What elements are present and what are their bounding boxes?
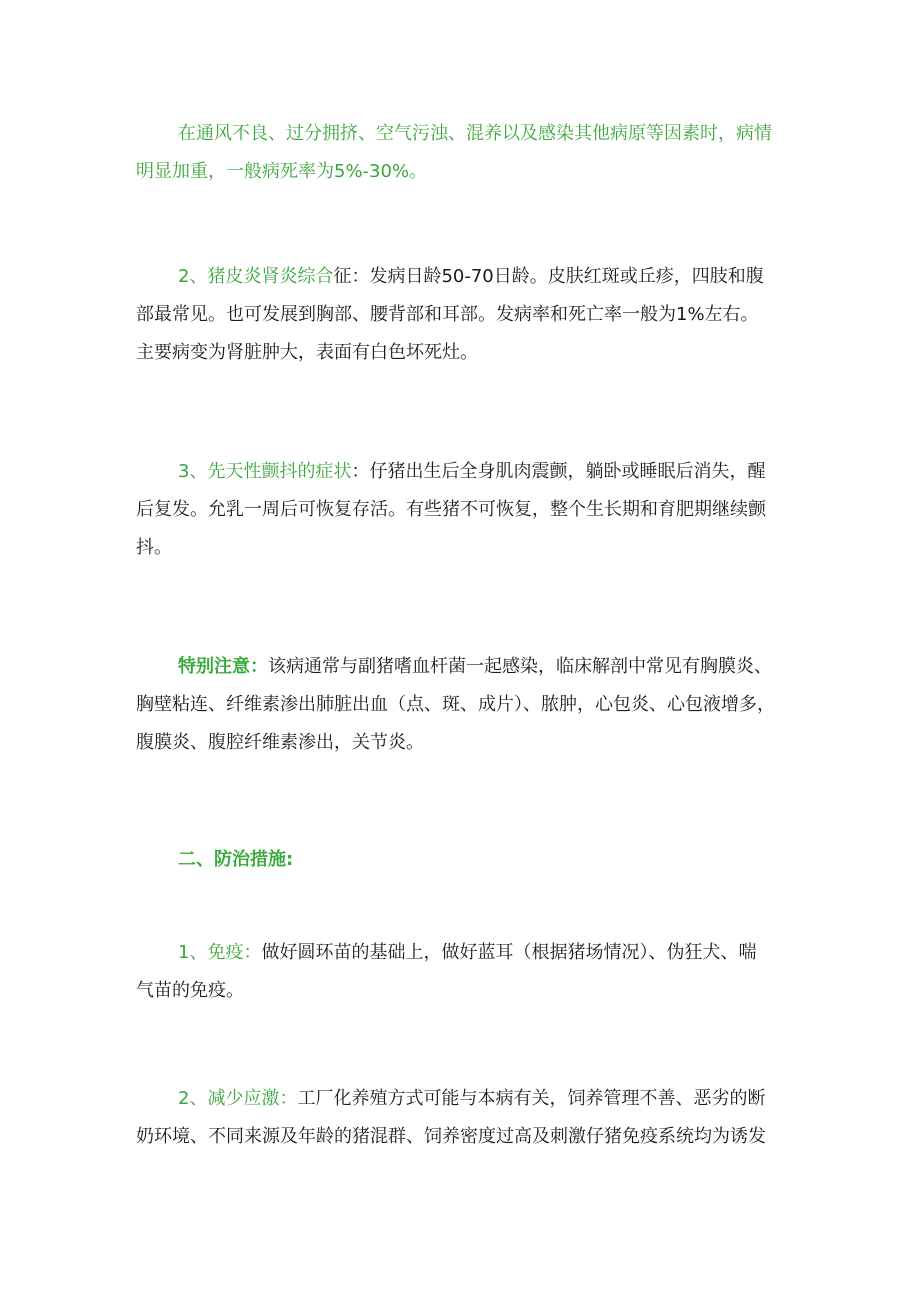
paragraph-line: 抖。 bbox=[136, 537, 172, 558]
paragraph-heading: 3、先天性颤抖的症状 bbox=[178, 461, 352, 482]
paragraph-congenital-tremor bbox=[136, 453, 786, 567]
paragraph-text: 征：发病日龄50-70日龄。皮肤红斑或丘疹，四肢和腹 bbox=[333, 266, 764, 287]
paragraph-pdns bbox=[136, 258, 786, 372]
paragraph-heading: 1、免疫： bbox=[178, 942, 262, 963]
paragraph-line: 气苗的免疫。 bbox=[136, 980, 244, 1001]
paragraph-text: ：仔猪出生后全身肌肉震颤，躺卧或睡眠后消失，醒 bbox=[351, 461, 766, 482]
section-heading-prevention bbox=[136, 841, 786, 879]
paragraph-mortality bbox=[136, 115, 786, 191]
paragraph-line: 在通风不良、过分拥挤、空气污浊、混养以及感染其他病原等因素时，病情 bbox=[178, 123, 772, 144]
section-title: 二、防治措施: bbox=[178, 849, 294, 870]
paragraph-text: 工厂化养殖方式可能与本病有关，饲养管理不善、恶劣的断 bbox=[297, 1088, 766, 1109]
paragraph-heading: 特别注意： bbox=[178, 656, 268, 677]
paragraph-line: 胸壁粘连、纤维素渗出肺脏出血（点、斑、成片）、脓肿，心包炎、心包液增多， bbox=[136, 694, 775, 715]
paragraph-line: 后复发。允乳一周后可恢复存活。有些猪不可恢复，整个生长期和育肥期继续颤 bbox=[136, 499, 766, 520]
paragraph-line: 奶环境、不同来源及年龄的猪混群、饲养密度过高及刺激仔猪免疫系统均为诱发 bbox=[136, 1126, 766, 1147]
paragraph-line: 部最常见。也可发展到胸部、腰背部和耳部。发病率和死亡率一般为1%左右。 bbox=[136, 304, 759, 325]
paragraph-line: 主要病变为肾脏肿大，表面有白色坏死灶。 bbox=[136, 342, 478, 363]
paragraph-immunization bbox=[136, 934, 786, 1010]
paragraph-heading: 2、减少应激： bbox=[178, 1088, 298, 1109]
paragraph-line: 明显加重，一般病死率为5%-30%。 bbox=[136, 161, 428, 182]
paragraph-text: 该病通常与副猪嗜血杆菌一起感染，临床解剖中常见有胸膜炎、 bbox=[268, 656, 772, 677]
paragraph-special-note bbox=[136, 648, 786, 762]
paragraph-line: 腹膜炎、腹腔纤维素渗出，关节炎。 bbox=[136, 732, 424, 753]
paragraph-text: 做好圆环苗的基础上，做好蓝耳（根据猪场情况）、伪狂犬、喘 bbox=[261, 942, 757, 963]
paragraph-heading: 2、猪皮炎肾炎综合 bbox=[178, 266, 334, 287]
paragraph-reduce-stress bbox=[136, 1080, 786, 1156]
